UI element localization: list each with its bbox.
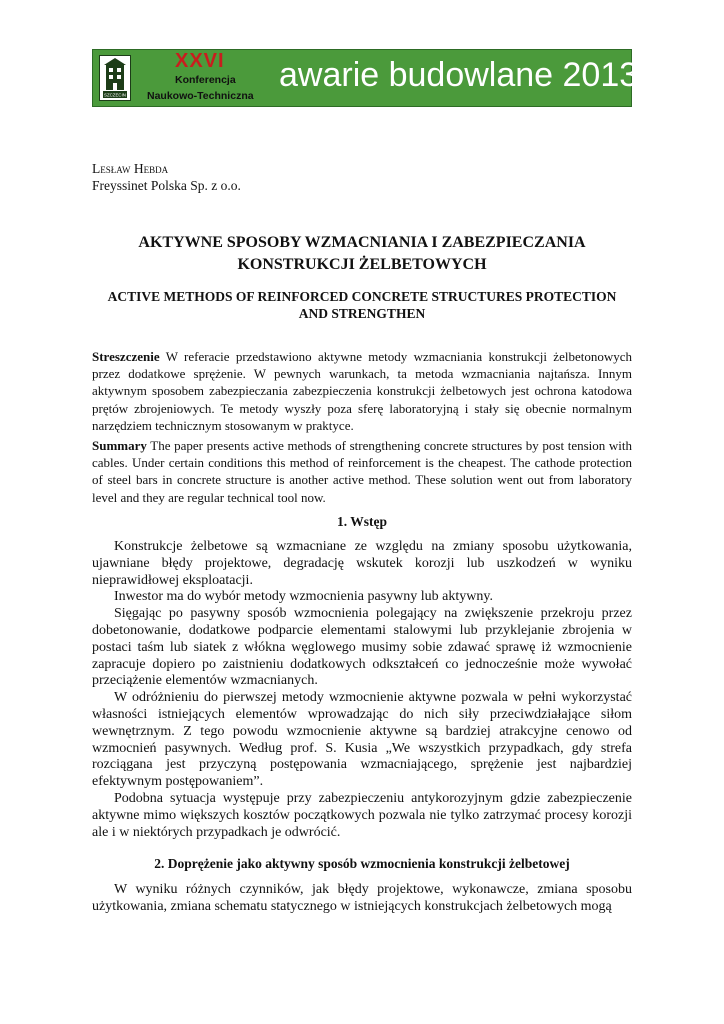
conference-edition: XXVI [175,50,225,72]
logo-text: SZCZECIN [104,92,126,98]
abstract-polish-label: Streszczenie [92,349,160,364]
conference-banner [92,49,639,107]
abstract-polish [92,348,632,434]
paragraph: Sięgając po pasywny sposób wzmocnienia polegający na zwiększenie przekroju przez dobetonowanie, dodatkowe podparcie elementami stalowymi lub przyklejanie zbrojenia w postaci taśm lub siatek z włókna węglowego musimy sobie zdawać sprawę iż wzmocnienie zapracuje dopiero po zaistnieniu dodatkowych odkształceń co jednocześnie może wywołać przeciążenie elementów wzmacnianych. [92,606,632,689]
paragraph: W wyniku różnych czynników, jak błędy projektowe, wykonawcze, zmiana sposobu użytkowania, zmiana schematu statycznego w istniejących konstrukcjach żelbetowych mogą [92,882,632,914]
conference-logo [99,55,131,101]
section-heading-introduction: 1. Wstęp [336,514,387,529]
abstract-polish-text: W referacie przedstawiono aktywne metody wzmacniania konstrukcji żelbetonowych przez dodatkowe sprężenie. W pewnych warunkach, ta metoda wzmacniania najtańsza. Innym aktywnym sposobem zabezpieczania zabezpieczenia konstrukcji żelbetowych jest ochrona katodowa prętów zbrojeniowych. Te metody wyszły poza sferę laboratoryjną i stały się obecnie normalnym narzędziem technicznym stosowanym w praktyce. [92,349,632,433]
author-affiliation: Freyssinet Polska Sp. z o.o. [92,178,241,193]
section-heading-post-tensioning: 2. Doprężenie jako aktywny sposób wzmocnienia konstrukcji żelbetowej [154,856,570,871]
section-body-introduction [92,539,632,841]
paper-title-polish: AKTYWNE SPOSOBY WZMACNIANIA I ZABEZPIECZANIA KONSTRUKCJI ŻELBETOWYCH [138,234,586,273]
paragraph: Podobna sytuacja występuje przy zabezpieczeniu antykorozyjnym gdzie zabezpieczenie aktywne mimo większych kosztów początkowych pozwala nie tylko zatrzymać procesy korozji ale i w niektórych przypadkach je odwrócić. [92,790,632,840]
abstract-english-label: Summary [92,438,147,453]
conference-title: awarie budowlane 2013 [279,56,639,94]
section-body-post-tensioning [92,882,632,916]
conference-line1: Konferencja [175,74,236,86]
building-icon [100,56,130,100]
abstract-english [92,437,632,506]
paragraph: W odróżnieniu do pierwszej metody wzmocnienie aktywne pozwala w pełni wykorzystać własności istniejących elementów wprowadzając do nich siły przeciwdziałające siłom wewnętrznym. Z tego powodu wzmocnienie aktywne są bardziej atrakcyjne cenowo od wzmocnień pasywnych. Według prof. S. Kusia „We wszystkich przypadkach, gdy strefa rozciągana jest przyczyną postępowania wzmacniającego, sprężenie jest najbardziej efektywnym postępowaniem”. [92,690,632,790]
conference-line2: Naukowo-Techniczna [147,90,254,102]
author-name: Lesław Hebda [92,161,169,176]
author-block [92,160,241,194]
paper-title-english: ACTIVE METHODS OF REINFORCED CONCRETE STRUCTURES PROTECTION AND STRENGTHEN [107,289,617,321]
paragraph: Konstrukcje żelbetowe są wzmacniane ze względu na zmiany sposobu użytkowania, ujawniane błędy projektowe, degradację wskutek korozji lub uszkodzeń w wyniku nieprawidłowej eksploatacji. [92,539,632,588]
abstract-english-text: The paper presents active methods of strengthening concrete structures by post tension with cables. Under certain conditions this method of reinforcement is the cheapest. The cathode protection of steel bars in concrete structure is another active method. These solution went out from laboratory level and they are regular technical tool now. [92,438,632,505]
paragraph: Inwestor ma do wybór metody wzmocnienia pasywny lub aktywny. [114,589,493,605]
